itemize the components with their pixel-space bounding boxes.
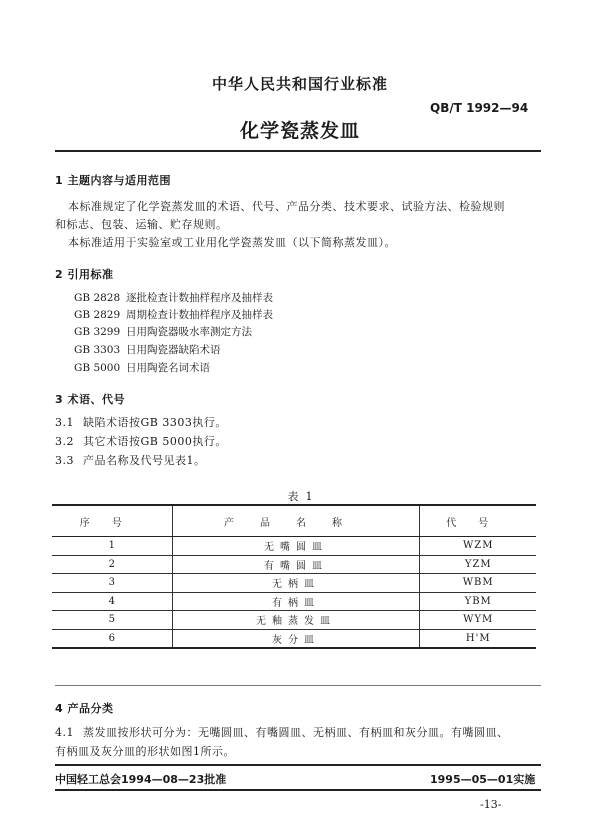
table-row xyxy=(52,574,536,593)
product-code-table xyxy=(52,506,536,649)
cell-seq: 2 xyxy=(52,555,172,574)
footer-rule-bottom xyxy=(55,789,541,791)
cell-name: 有嘴圆皿 xyxy=(172,555,420,574)
footer-rule-top xyxy=(55,764,541,766)
reference-code: GB 2829 xyxy=(74,309,121,321)
cell-name: 无釉蒸发皿 xyxy=(172,611,420,630)
clause-4-1-line-1 xyxy=(55,724,509,740)
reference-item xyxy=(74,360,210,375)
clause-number: 3.1 xyxy=(55,416,74,429)
section-4-divider xyxy=(55,685,541,686)
cell-seq: 1 xyxy=(52,537,172,556)
page-number: -13- xyxy=(480,798,502,811)
cell-name: 无柄皿 xyxy=(172,574,420,593)
section-2-heading: 2 引用标准 xyxy=(55,268,114,281)
section-3-heading: 3 术语、代号 xyxy=(55,393,125,406)
section-1-para-1-line-1: 本标准规定了化学瓷蒸发皿的术语、代号、产品分类、技术要求、试验方法、检验规则 xyxy=(68,200,505,213)
cell-seq: 3 xyxy=(52,574,172,593)
standard-code: QB/T 1992—94 xyxy=(430,101,529,115)
cell-seq: 6 xyxy=(52,629,172,648)
clause-item xyxy=(55,433,227,449)
reference-code: GB 3303 xyxy=(74,344,121,356)
clause-number: 3.3 xyxy=(55,454,74,467)
clause-number: 4.1 xyxy=(55,726,74,739)
cell-code: YZM xyxy=(420,555,536,574)
section-4-heading: 4 产品分类 xyxy=(55,702,114,715)
table-header-row xyxy=(52,506,536,537)
approval-line: 中国轻工总会1994—08—23批准 xyxy=(55,773,227,786)
cell-code: WYM xyxy=(420,611,536,630)
clause-4-1-line-2: 有柄皿及灰分皿的形状如图1所示。 xyxy=(55,745,235,758)
clause-text: 缺陷术语按GB 3303执行。 xyxy=(83,416,227,429)
section-1-para-1-line-2: 和标志、包装、运输、贮存规则。 xyxy=(55,218,228,231)
reference-code: GB 3299 xyxy=(74,326,121,338)
cell-name: 无嘴圆皿 xyxy=(172,537,420,556)
reference-title: 日用陶瓷器缺陷术语 xyxy=(126,344,221,356)
reference-title: 逐批检查计数抽样程序及抽样表 xyxy=(126,292,273,304)
column-header-name: 产品名称 xyxy=(172,506,420,537)
cell-seq: 5 xyxy=(52,611,172,630)
table-row xyxy=(52,555,536,574)
table-caption: 表 1 xyxy=(287,490,313,503)
clause-number: 3.2 xyxy=(55,435,74,448)
cell-name: 有柄皿 xyxy=(172,592,420,611)
table-row xyxy=(52,592,536,611)
reference-title: 日用陶瓷名词术语 xyxy=(126,362,210,374)
table-row xyxy=(52,629,536,648)
reference-code: GB 2828 xyxy=(74,292,121,304)
cell-seq: 4 xyxy=(52,592,172,611)
reference-item xyxy=(74,324,252,339)
clause-text: 产品名称及代号见表1。 xyxy=(83,454,206,467)
reference-title: 周期检查计数抽样程序及抽样表 xyxy=(126,309,273,321)
column-header-seq: 序号 xyxy=(52,506,172,537)
table-row xyxy=(52,611,536,630)
reference-item xyxy=(74,307,273,322)
table-row xyxy=(52,537,536,556)
clause-text: 蒸发皿按形状可分为：无嘴圆皿、有嘴圆皿、无柄皿、有柄皿和灰分皿。有嘴圆皿、 xyxy=(83,726,509,739)
reference-code: GB 5000 xyxy=(74,362,121,374)
effective-date: 1995—05—01实施 xyxy=(430,773,536,786)
reference-item xyxy=(74,290,273,305)
cell-code: YBM xyxy=(420,592,536,611)
reference-item xyxy=(74,342,221,357)
clause-text: 其它术语按GB 5000执行。 xyxy=(83,435,227,448)
cell-name: 灰分皿 xyxy=(172,629,420,648)
column-header-code: 代号 xyxy=(420,506,536,537)
document-title: 化学瓷蒸发皿 xyxy=(239,120,360,142)
clause-item xyxy=(55,452,206,468)
cell-code: WBM xyxy=(420,574,536,593)
section-1-heading: 1 主题内容与适用范围 xyxy=(55,174,171,187)
cell-code: WZM xyxy=(420,537,536,556)
section-1-para-2: 本标准适用于实验室或工业用化学瓷蒸发皿（以下简称蒸发皿）。 xyxy=(68,236,396,249)
reference-title: 日用陶瓷器吸水率测定方法 xyxy=(126,326,252,338)
title-divider xyxy=(55,150,541,152)
clause-item xyxy=(55,414,227,430)
org-title: 中华人民共和国行业标准 xyxy=(211,75,388,93)
cell-code: H'M xyxy=(420,629,536,648)
